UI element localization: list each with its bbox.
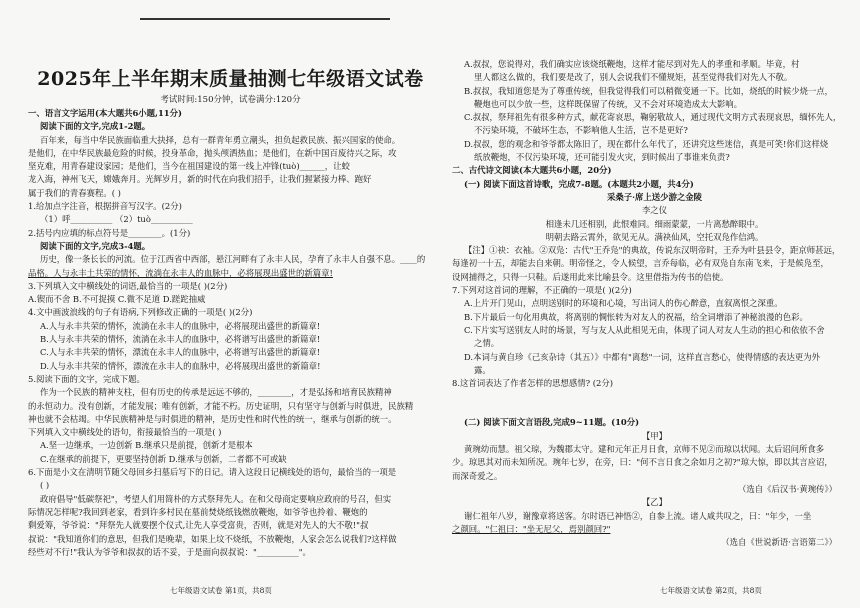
left-line: 5.阅读下面的文字，完成下题。 <box>28 373 145 384</box>
left-line: 的永恒动力。没有创新，才能发展；唯有创新，才能不朽。历史证明，只有坚守与创新与时俱进，民族精 <box>28 400 414 411</box>
right-line: 相逢未几还相别，此恨难同。细雨蒙蒙，一片离愁醉眼中。 <box>545 218 764 229</box>
right-line: 二、古代诗文阅读(本大题共6小题，20分) <box>452 165 612 176</box>
right-line <box>452 390 857 403</box>
right-line: 而深奇爱之。 <box>452 470 503 481</box>
right-line: (一) 阅读下面这首诗歌，完成7-8题。(本题共2小题，共4分) <box>464 178 694 189</box>
right-line: 之颜回。"仁祖曰："坐无尼父，焉别颜回?" <box>452 523 611 534</box>
left-line: B.人与永丰共荣的情怀，流淌在永丰人的血脉中，必将谱写出盛世的新篇章! <box>40 334 321 345</box>
right-line: 之情。 <box>474 338 500 349</box>
left-line: 3.下列填入文中横线处的词语,最恰当的一项是( )(2分) <box>28 280 228 291</box>
left-line: ( ) <box>40 480 50 491</box>
right-line: 李之仪 <box>641 205 668 216</box>
right-line: （选自《世说新语·言语第二》） <box>721 537 837 548</box>
right-line: A.上片开门见山，点明送别时的环境和心境，写出词人的伤心醉意，直叙离恨之深重。 <box>464 298 783 309</box>
footer-left: 七年级语文试卷 第1页，共8页 <box>170 586 272 595</box>
left-line: A.人与永丰共荣的情怀，流淌在永丰人的血脉中，必将展现出盛世的新篇章! <box>40 320 321 331</box>
right-line: B.下片最后一句化用典故，将离别的惆怅转为对友人的祝福，给全词增添了神秘浪漫的色彩。 <box>464 311 808 322</box>
left-line: 叔说："我知道你们的意思，但我们是晚辈，如果上坟不烧纸，不放鞭炮，人家会怎么说我们?这样做 <box>28 533 397 544</box>
right-line: 8.这首词表达了作者怎样的思想感情? (2分) <box>452 378 614 389</box>
right-line: 露。 <box>474 364 491 375</box>
left-column <box>28 0 433 608</box>
right-line: B.叔叔，我知道您是为了尊重传统，但我觉得我们可以稍微变通一下。比如，烧纸的时候少烧一点， <box>464 85 833 96</box>
right-line: D.叔叔，您的观念和爷爷都太陈旧了，现在都什么年代了，还讲究这些迷信，真是可笑!你们这样烧 <box>464 138 829 149</box>
right-line: 鞭炮也可以少放一些，这样既保留了传统，又不会对环境造成太大影响。 <box>474 98 742 109</box>
left-line: 坚克难，用青春建设家园；是他们，当今在祖国建设的第一线上冲锋(tuò)______，让蛟 <box>28 161 350 172</box>
left-line: 神也就不会枯竭。中华民族精神是与时俱进的精神，是历史性和时代性的统一，继承与创新的统一。 <box>28 413 397 424</box>
right-line: 采桑子·席上送少游之金陵 <box>606 191 703 202</box>
right-line: 设网捕得之，只得一只鞋。后遂用此来比喻县令。这里借指为传书的信使。 <box>452 271 729 282</box>
left-line: 1.给加点字注音，根据拼音写汉字。(2分) <box>28 201 182 212</box>
left-line: 属于我们的青春赛程。( ) <box>28 187 121 198</box>
left-line: 阅读下面的文字,完成1-2题。 <box>40 121 151 132</box>
right-line: 少。琼思其对而未知所况。琬年七岁，在旁，曰："何不言日食之余如月之初?"琼大惊，即以其言应诏， <box>452 457 833 468</box>
right-line: (二) 阅读下面文言语段,完成9~11题。(10分) <box>464 417 640 428</box>
right-line: 【注】①袂：衣袖。②双凫：古代"王乔凫"的典故，传说东汉明帝时，王乔为叶县县令，距京师甚远， <box>464 245 841 256</box>
exam-meta: 考试时间:150分钟，试卷满分:120分 <box>160 95 301 105</box>
right-line: 7.下列对这首词的理解，不正确的一项是( )(2分) <box>452 285 632 296</box>
left-line: 际情况怎样呢?我回到老家，看到许多村民在墓前焚烧纸钱燃放鞭炮，如爷爷也拎着、鞭炮的 <box>28 506 368 517</box>
left-line: C.人与永丰共荣的情怀，漂流在永丰人的血脉中，必将谱写出盛世的新篇章! <box>40 347 321 358</box>
left-line: 是他们，在中华民族最危险的时候，投身革命，抛头颅洒热血；是他们，在新中国百废待兴之际，攻 <box>28 147 397 158</box>
right-line: 谢仁祖年八岁，谢豫章将送客。尔时语已神悟②，自参上流。诸人咸共叹之，曰："年少，一坐 <box>464 510 812 521</box>
left-line: 剩爱筹，爷爷说："拜祭先人就要摆个仪式,让先人享受富贵，否则，就是对先人的大不敬!"叔 <box>28 520 369 531</box>
left-line: （1）呼__________ （2）tuò__________ <box>40 214 193 225</box>
left-line: 作为一个民族的精神支柱，但有历史的传承是远远不够的，________，才是弘扬和培育民族精神 <box>40 387 392 398</box>
left-line: A.锲而不舍 B.不可捉摸 C.微不足道 D.蹉跎抽威 <box>28 294 206 305</box>
left-line: A.坚一边继承，一边创新 B.继承只是前提，创新才是根本 <box>40 440 253 451</box>
exam-title: 2025年上半年期末质量抽测七年级语文试卷 <box>37 68 424 90</box>
left-line: D.人与永丰共荣的情怀，漂流在永丰人的血脉中，必将展现出盛世的新篇章! <box>40 360 321 371</box>
right-line: 黄琬幼而慧。祖父琼，为魏郡太守。建和元年正月日食，京师不见②而琼以状闻。太后诏问所食多 <box>464 444 825 455</box>
right-line: 里人都这么做的，我们要是改了，别人会说我们不懂规矩，甚至觉得我们对先人不敬。 <box>474 72 793 83</box>
left-line: 阅读下面的文字,完成3-4题。 <box>40 240 151 251</box>
left-line: 2.括号内应填的标点符号是________。(1分) <box>28 227 191 238</box>
left-line: 品格。人与永丰土共荣的情怀，流淌在永丰人的血脉中，必将展现出盛世的新篇章! <box>28 267 333 278</box>
footer-right: 七年级语文试卷 第2页，共8页 <box>660 586 762 595</box>
left-line: 4.文中画波浪线的句子有语病,下列修改正确的一项是( )(2分) <box>28 307 253 318</box>
right-line: 明朝去路云霄外，欲见无从。满袂仙风，空托双凫作信鸿。 <box>545 231 764 242</box>
left-line: 历史，像一条长长的河流。位于江西省中西部，悬江河畔有了永丰人民，孕育了永丰人自强不息。____的 <box>40 254 426 265</box>
right-line: 不污染环境，不破坏生态，不影响他人生活，岂不是更好? <box>474 125 688 136</box>
right-column <box>452 0 857 608</box>
right-line: A.叔叔，您说得对，我们确实应该烧纸鞭炮，这样才能尽到对先人的孝重和孝顺。毕竟，村 <box>464 59 800 69</box>
left-line: 6.下面是小文在清明节随父母回乡扫墓后写下的日记。请入这段日记横线处的语句，最恰当的一项是 <box>28 467 397 478</box>
right-line: D.本词与黄自珍《己亥杂诗（其五）》中都有"离愁"一词，这样直言愁心，使得情感的表达更为外 <box>464 351 820 362</box>
right-line: 纸放鞭炮，不仅污染环境，还可能引发火灾，到时候出了事谁来负责? <box>474 152 730 163</box>
left-line: 政府倡导"低碳祭祀"，考望人们用简朴的方式祭拜先人。在和父母商定要响应政府的号召，但实 <box>40 493 392 504</box>
right-line: C.下片实写送别友人时的场景，写与友人从此相见无由，体现了词人对友人生动的担心和依依不舍 <box>464 324 825 335</box>
left-line: 下列填入文中横线处的语句，衔接最恰当的一项是( ) <box>28 427 222 438</box>
right-line <box>452 403 857 416</box>
left-line: 经些对不行!"我认为爷爷和叔叔的话不妥，于是面向叔叔说："__________"。 <box>28 546 311 557</box>
left-line: 一、语言文字运用(本大题共6小题,11分) <box>28 108 182 118</box>
left-line: 龙入海，神州飞天，嫦娥奔月。光辉岁月，新的时代在向我们招手，让我们握紧接力棒、跑好 <box>28 174 372 185</box>
right-line: C.叔叔，祭拜祖先有很多种方式，献花寄哀思，鞠躬敬故人，通过现代文明方式表现哀思，缅怀先人， <box>464 112 842 123</box>
right-line: 【乙】 <box>641 497 668 508</box>
right-body <box>452 58 857 549</box>
left-line: C.在继承的前提下，更要坚持创新 D.继承与创新，二者都不可或缺 <box>40 453 287 464</box>
left-body <box>28 107 433 559</box>
right-line: （选自《后汉书·黄琬传》） <box>738 483 837 494</box>
left-line: 百年来，每当中华民族面临重大抉择，总有一群青年勇立潮头，担负起救民族、振兴国家的使命。 <box>40 134 401 145</box>
right-line: 每逢初一十五，却能去自来朝。明帝怪之，令人候望，言乔每临，必有双凫自东南飞来，于是候凫至， <box>452 258 829 269</box>
right-line: 【甲】 <box>641 430 668 441</box>
